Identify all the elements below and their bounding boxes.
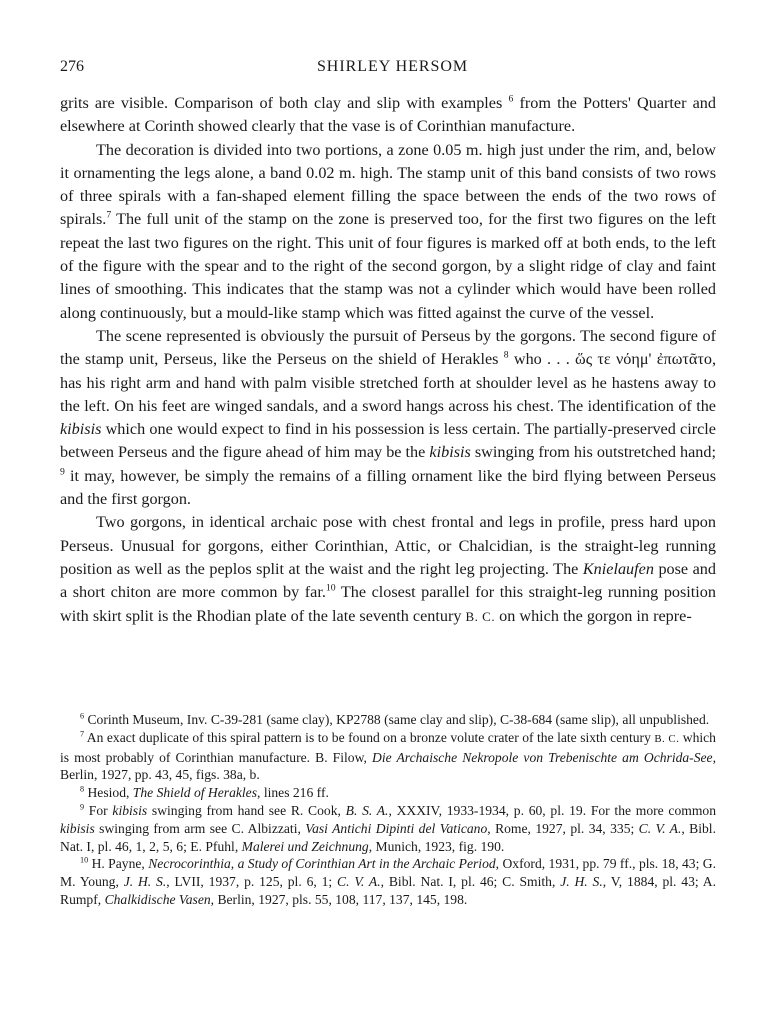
italic-term: Knielaufen (582, 559, 654, 578)
footnote-ref: 7 (106, 210, 112, 222)
footnote-ref: 9 (60, 466, 65, 478)
italic-title: B. S. A. (345, 802, 389, 818)
text-run: , Bibl. Nat. I, pl. 46, 1, 2, 5, 6; E. Pfuhl, (60, 820, 716, 854)
text-run: The closest parallel for this straight-leg running position with skirt split is the Rhodian plate of the late seventh century (60, 583, 716, 625)
footnote-10 (60, 855, 716, 908)
italic-term: kibisis (429, 443, 471, 462)
paragraph-1 (60, 92, 716, 139)
text-run: The decoration is divided into two portions, a zone 0.05 m. high just under the rim, and, below it ornamenting the legs alone, a band 0.02 m. high. The stamp unit of this band consists of two rows of three spirals with a fan-shaped element filling the space between the ends of the two rows of spirals. (60, 140, 716, 229)
footnote-9 (60, 802, 716, 855)
text-run: , Oxford, 1931, pp. 79 ff., pls. 18, 43; G. M. Young, (60, 856, 717, 890)
italic-term: kibisis (112, 802, 148, 818)
footnote-number: 7 (80, 729, 85, 739)
text-run: , Berlin, 1927, pls. 55, 108, 117, 137, 145, 198. (210, 891, 468, 907)
text-run: For (84, 802, 113, 818)
paragraph-2 (60, 139, 716, 325)
page-header (60, 58, 725, 80)
text-run: The full unit of the stamp on the zone is preserved too, for the first two figures on the left repeat the last two figures on the right. This unit of four figures is marked off at both ends, to the left of the figure with the spear and to the right of the second gorgon, by a slight ridge of clay and faint lines of smoothing. This indicates that the stamp was not a cylinder which would have been rolled along continuously, but a mould-like stamp which was fitted against the curve of the vessel. (60, 210, 716, 322)
text-run: on which the gorgon in repre- (495, 606, 692, 625)
text-run: , Bibl. Nat. I, pl. 46; C. Smith, (380, 874, 561, 890)
footnote-number: 8 (80, 784, 85, 794)
footnote-ref: 6 (508, 93, 514, 105)
italic-title: J. H. S. (123, 874, 167, 890)
text-run: Corinth Museum, Inv. C-39-281 (same clay), KP2788 (same clay and slip), C-38-684 (same slip), all unpublished. (84, 712, 710, 727)
page-number: 276 (60, 58, 84, 75)
text-run: swinging from arm see C. Albizzati, (94, 820, 306, 836)
footnote-number: 9 (80, 802, 85, 812)
text-run: which one would expect to find in his possession is less certain. The partially-preserved circle between Perseus and the figure ahead of him may be the (60, 420, 716, 462)
text-run: , LVII, 1937, p. 125, pl. 6, 1; (166, 874, 338, 890)
small-caps-text: B. C. (654, 732, 680, 745)
italic-title: Die Archaische Nekropole von Trebenischte am Ochrida-See (372, 749, 713, 765)
text-run: Two gorgons, in identical archaic pose with chest frontal and legs in profile, press hard upon Perseus. Unusual for gorgons, either Corinthian, Attic, or Chalcidian, is the straight-leg running position as well as the peplos split at the waist and the right leg projecting. The (60, 513, 716, 578)
italic-title: Chalkidische Vasen (104, 891, 211, 907)
text-run: it may, however, be simply the remains of a filling ornament like the bird flying between Perseus and the first gorgon. (60, 466, 716, 509)
text-run: which is most probably of Corinthian manufacture. B. Filow, (60, 729, 716, 765)
italic-title: The Shield of Herakles (132, 785, 258, 801)
small-caps-text: B. C. (465, 608, 496, 624)
italic-title: C. V. A. (337, 874, 381, 890)
text-run: from the Potters' Quarter and elsewhere at Corinth showed clearly that the vase is of Corinthian manufacture. (60, 94, 716, 136)
text-run: An exact duplicate of this spiral pattern is to be found on a bronze volute crater of the late sixth century (84, 729, 655, 745)
text-run: , V, 1884, pl. 43; A. Rumpf, (60, 874, 716, 907)
text-run: , Munich, 1923, fig. 190. (368, 838, 505, 854)
text-run: swinging from his outstretched hand; (470, 443, 716, 462)
running-head: SHIRLEY HERSOM (316, 58, 469, 75)
text-run: The scene represented is obviously the pursuit of Perseus by the gorgons. The second figure of the stamp unit, Perseus, like the Perseus on the shield of Herakles (60, 326, 716, 369)
text-run: H. Payne, (88, 856, 149, 872)
footnote-7 (60, 729, 716, 784)
footnote-number: 10 (80, 855, 89, 865)
footnote-ref: 10 (325, 582, 336, 594)
footnote-number: 6 (80, 711, 85, 721)
italic-term: kibisis (60, 820, 95, 836)
text-run: , Rome, 1927, pl. 34, 335; (487, 820, 639, 836)
text-run: Hesiod, (84, 785, 133, 801)
footnote-8 (60, 784, 716, 802)
body-text (60, 92, 716, 628)
footnotes (60, 711, 716, 909)
text-run: who . . . ὥς τε νόημ' ἐπωτᾶτο, has his right arm and hand with palm visible stretched forth at shoulder level as he hastens away to the left. On his feet are winged sandals, and a sword hangs across his chest. The identification of the (60, 350, 716, 415)
paragraph-4 (60, 511, 716, 627)
italic-title: J. H. S. (560, 874, 603, 890)
italic-title: Necrocorinthia, a Study of Corinthian Art in the Archaic Period (148, 856, 496, 872)
text-run: pose and a short chiton are more common by far. (60, 559, 716, 602)
text-run: grits are visible. Comparison of both clay and slip with examples (60, 94, 509, 112)
footnote-6 (60, 711, 716, 729)
paragraph-3 (60, 325, 716, 511)
text-run: , Berlin, 1927, pp. 43, 45, figs. 38a, b. (60, 749, 716, 783)
text-run: , XXXIV, 1933-1934, p. 60, pl. 19. For the more common (388, 802, 716, 818)
italic-title: C. V. A. (638, 820, 682, 836)
text-run: , lines 216 ff. (257, 785, 329, 801)
italic-term: kibisis (60, 420, 102, 439)
footnote-ref: 8 (503, 349, 509, 361)
italic-title: Malerei und Zeichnung (241, 838, 369, 854)
italic-title: Vasi Antichi Dipinti del Vaticano (305, 820, 488, 836)
text-run: swinging from hand see R. Cook, (147, 802, 346, 818)
